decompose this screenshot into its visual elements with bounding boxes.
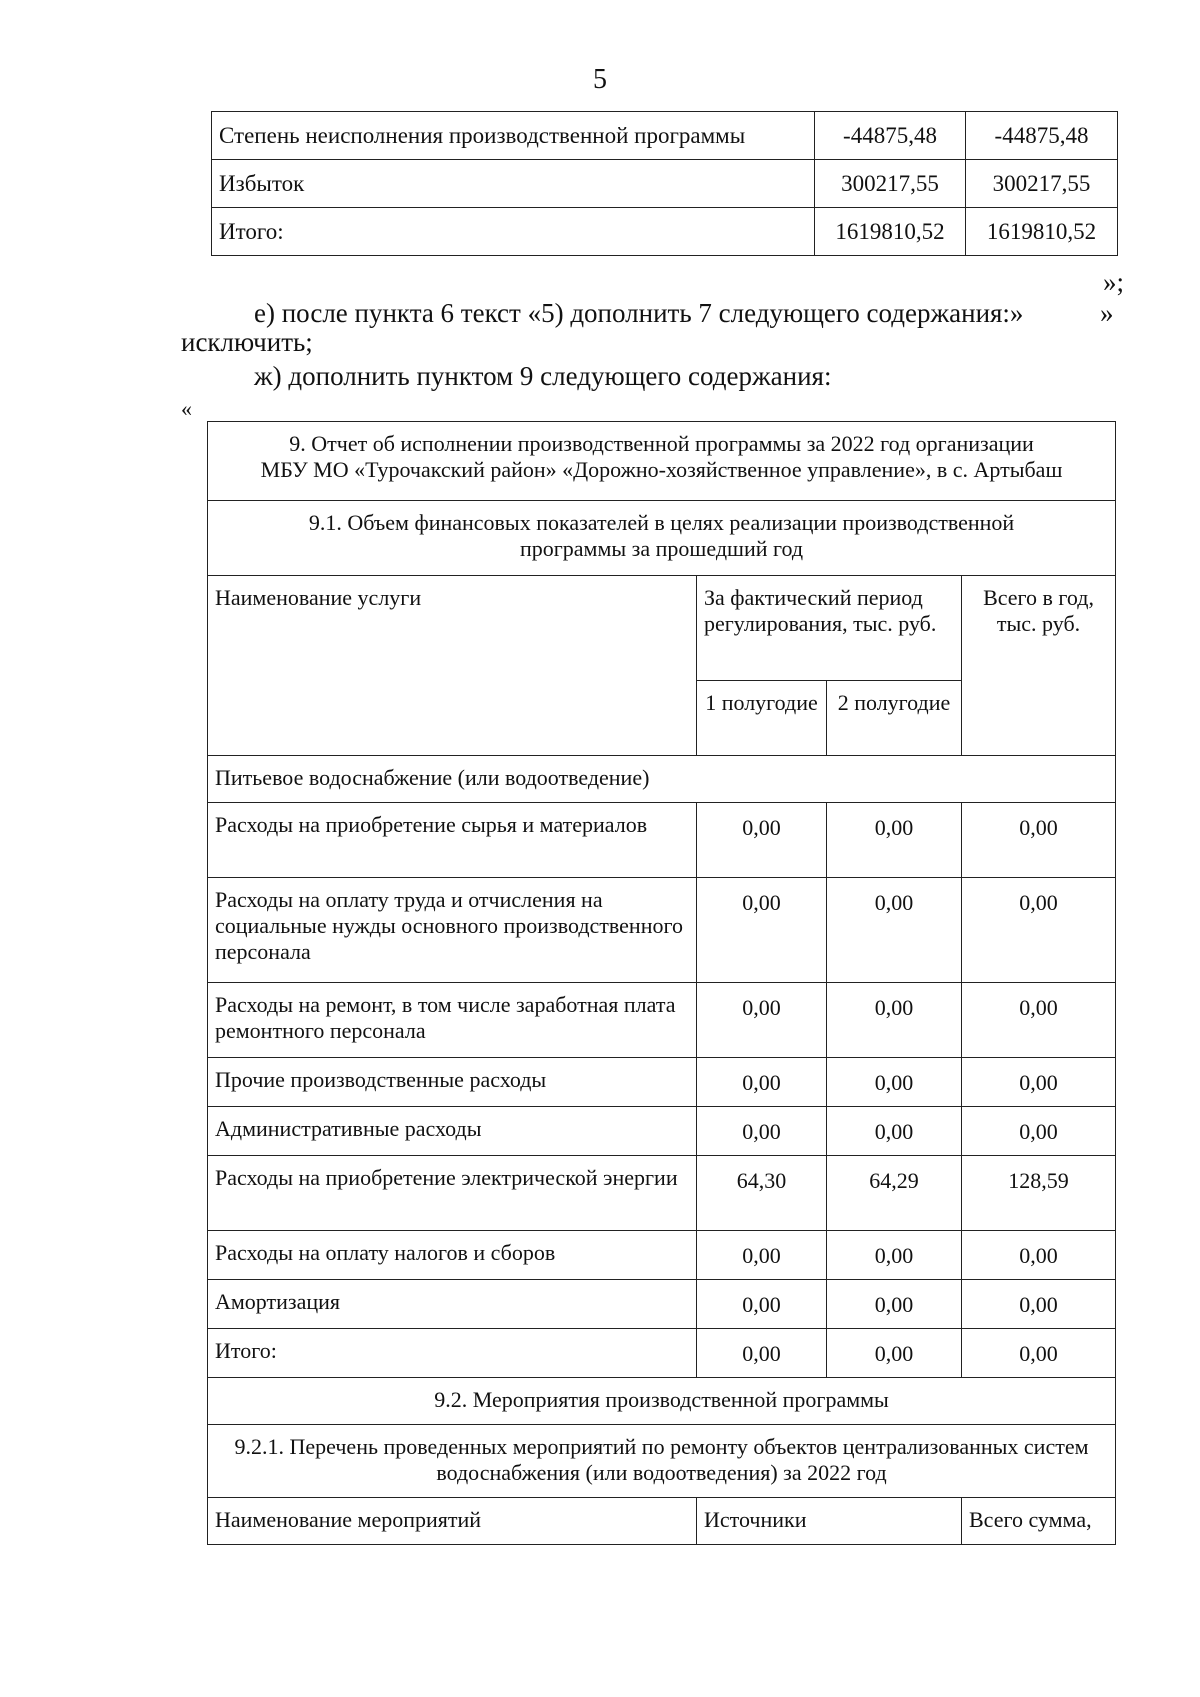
row-half-1: 0,00 bbox=[697, 1058, 827, 1107]
row-total: 0,00 bbox=[962, 1329, 1116, 1378]
row-total: 0,00 bbox=[962, 1280, 1116, 1329]
row-half-2: 0,00 bbox=[827, 1231, 962, 1280]
table-row bbox=[208, 1329, 1116, 1378]
row-value: -44875,48 bbox=[815, 112, 966, 160]
report-table bbox=[207, 421, 1116, 1545]
table-row bbox=[208, 878, 1116, 983]
table-row bbox=[208, 1107, 1116, 1156]
row-half-1: 64,30 bbox=[697, 1156, 827, 1231]
table-title-line: 9. Отчет об исполнении производственной программы за 2022 год организации bbox=[289, 431, 1034, 456]
row-label: Степень неисполнения производственной программы bbox=[212, 112, 815, 160]
row-value: 300217,55 bbox=[966, 160, 1118, 208]
table-row bbox=[208, 1058, 1116, 1107]
header-sources: Источники bbox=[697, 1498, 962, 1545]
continued-table bbox=[211, 111, 1118, 256]
paragraph-item-zh: ж) дополнить пунктом 9 следующего содержания: bbox=[254, 361, 832, 391]
table-row bbox=[212, 160, 1118, 208]
header-period: За фактический период регулирования, тыс. руб. bbox=[697, 576, 962, 681]
row-value: 1619810,52 bbox=[966, 208, 1118, 256]
section-heading: 9.2. Мероприятия производственной программы bbox=[208, 1378, 1116, 1425]
table-row bbox=[208, 501, 1116, 576]
row-half-1: 0,00 bbox=[697, 1329, 827, 1378]
row-half-1: 0,00 bbox=[697, 1231, 827, 1280]
group-heading: Питьевое водоснабжение (или водоотведение) bbox=[208, 756, 1116, 803]
table-row bbox=[208, 1156, 1116, 1231]
table-header-row bbox=[208, 1498, 1116, 1545]
header-half-2: 2 полугодие bbox=[827, 681, 962, 756]
table-title-line: МБУ МО «Турочакский район» «Дорожно-хозяйственное управление», в с. Артыбаш bbox=[260, 457, 1063, 482]
table-row bbox=[212, 208, 1118, 256]
row-value: -44875,48 bbox=[966, 112, 1118, 160]
row-half-1: 0,00 bbox=[697, 983, 827, 1058]
row-half-2: 0,00 bbox=[827, 983, 962, 1058]
row-name: Административные расходы bbox=[208, 1107, 697, 1156]
row-half-2: 0,00 bbox=[827, 1058, 962, 1107]
header-half-1: 1 полугодие bbox=[697, 681, 827, 756]
row-name: Расходы на оплату труда и отчисления на социальные нужды основного производственного персонала bbox=[208, 878, 697, 983]
paragraph-item-e-end: » bbox=[1100, 298, 1114, 328]
row-name: Амортизация bbox=[208, 1280, 697, 1329]
header-activity-name: Наименование мероприятий bbox=[208, 1498, 697, 1545]
row-half-1: 0,00 bbox=[697, 1280, 827, 1329]
row-name: Расходы на оплату налогов и сборов bbox=[208, 1231, 697, 1280]
table-row bbox=[208, 1378, 1116, 1425]
header-total-sum: Всего сумма, bbox=[962, 1498, 1116, 1545]
row-total: 0,00 bbox=[962, 878, 1116, 983]
row-total: 128,59 bbox=[962, 1156, 1116, 1231]
row-half-2: 0,00 bbox=[827, 1107, 962, 1156]
row-total: 0,00 bbox=[962, 803, 1116, 878]
table-row bbox=[208, 422, 1116, 501]
row-name: Итого: bbox=[208, 1329, 697, 1378]
page-number: 5 bbox=[593, 64, 607, 95]
row-half-1: 0,00 bbox=[697, 803, 827, 878]
row-half-2: 0,00 bbox=[827, 1329, 962, 1378]
row-name: Расходы на приобретение сырья и материалов bbox=[208, 803, 697, 878]
table-header-row bbox=[208, 576, 1116, 681]
table-row bbox=[208, 803, 1116, 878]
section-heading: 9.2.1. Перечень проведенных мероприятий по ремонту объектов централизованных систем водоснабжения (или водоотведения) за 2022 год bbox=[208, 1425, 1116, 1498]
table-row bbox=[208, 983, 1116, 1058]
header-total: Всего в год, тыс. руб. bbox=[962, 576, 1116, 756]
table-row bbox=[208, 1425, 1116, 1498]
row-half-2: 64,29 bbox=[827, 1156, 962, 1231]
row-total: 0,00 bbox=[962, 1058, 1116, 1107]
row-value: 300217,55 bbox=[815, 160, 966, 208]
section-heading: 9.1. Объем финансовых показателей в целях реализации производственной программы за прошедший год bbox=[208, 501, 1116, 576]
row-name: Прочие производственные расходы bbox=[208, 1058, 697, 1107]
row-half-1: 0,00 bbox=[697, 1107, 827, 1156]
row-half-2: 0,00 bbox=[827, 1280, 962, 1329]
closing-quote: »; bbox=[1103, 267, 1125, 297]
table-row bbox=[208, 756, 1116, 803]
row-half-2: 0,00 bbox=[827, 878, 962, 983]
row-total: 0,00 bbox=[962, 983, 1116, 1058]
table-row bbox=[212, 112, 1118, 160]
table-row bbox=[208, 1231, 1116, 1280]
table-row bbox=[208, 1280, 1116, 1329]
paragraph-item-e: е) после пункта 6 текст «5) дополнить 7 следующего содержания:» bbox=[254, 298, 1024, 328]
row-label: Итого: bbox=[212, 208, 815, 256]
table-title bbox=[208, 422, 1116, 501]
paragraph-item-e-continuation: исключить; bbox=[181, 327, 313, 357]
opening-quote: « bbox=[181, 396, 192, 421]
header-service-name: Наименование услуги bbox=[208, 576, 697, 756]
row-total: 0,00 bbox=[962, 1231, 1116, 1280]
row-label: Избыток bbox=[212, 160, 815, 208]
row-half-1: 0,00 bbox=[697, 878, 827, 983]
row-name: Расходы на ремонт, в том числе заработная плата ремонтного персонала bbox=[208, 983, 697, 1058]
row-value: 1619810,52 bbox=[815, 208, 966, 256]
row-total: 0,00 bbox=[962, 1107, 1116, 1156]
row-name: Расходы на приобретение электрической энергии bbox=[208, 1156, 697, 1231]
row-half-2: 0,00 bbox=[827, 803, 962, 878]
